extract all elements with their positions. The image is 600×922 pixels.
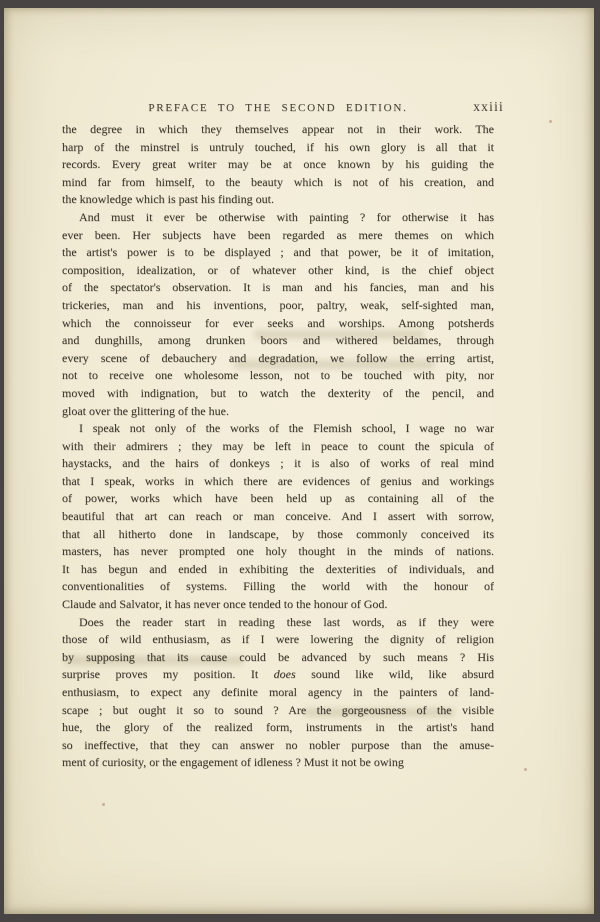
text-line: every scene of debauchery and degradation, we follow the erring artist, — [62, 350, 494, 365]
text-line: that I speak, works in which there are evidences of genius and workings — [62, 473, 494, 488]
paragraph — [62, 614, 494, 772]
text-line: those of wild enthusiasm, as if I were lowering the dignity of religion — [62, 632, 494, 647]
text-line: hue, the glory of the realized form, instruments in the artist's hand — [62, 720, 494, 735]
text-line: that all hitherto done in landscape, by those commonly conceived its — [62, 526, 494, 541]
text-line: trickeries, man and his inventions, poor, paltry, weak, self-sighted man, — [62, 297, 494, 312]
text-line: so ineffective, that they can answer no nobler purpose than the amuse- — [62, 737, 494, 752]
text-line: mind far from himself, to the beauty which is not of his creation, and — [62, 174, 494, 189]
text-line: records. Every great writer may be at once known by his guiding the — [62, 157, 494, 172]
running-title: PREFACE TO THE SECOND EDITION. — [148, 102, 408, 114]
text-line: surprise proves my position. It does sound like wild, like absurd — [62, 667, 494, 682]
text-line: with their admirers ; they may be left in peace to count the spicula of — [62, 438, 494, 453]
text-line: I speak not only of the works of the Flemish school, I wage no war — [79, 421, 494, 436]
text-line: And must it ever be otherwise with painting ? for otherwise it has — [79, 209, 494, 224]
text-line: Does the reader start in reading these last words, as if they were — [79, 614, 494, 629]
text-line: scape ; but ought it so to sound ? Are the gorgeousness of the visible — [62, 702, 494, 717]
text-line: Claude and Salvator, it has never once tended to the honour of God. — [62, 597, 388, 612]
text-line: the artist's power is to be displayed ; and that power, be it of imitation, — [62, 245, 494, 260]
text-line: conventionalities of systems. Filling the world with the honour of — [62, 579, 494, 594]
paragraph — [62, 209, 494, 420]
text-line: of power, works which have been held up as containing all of the — [62, 491, 494, 506]
text-line: moved with indignation, but to watch the dexterity of the pencil, and — [62, 385, 494, 400]
text-line: haystacks, and the hairs of donkeys ; it is also of works of real mind — [62, 456, 494, 471]
text-line: harp of the minstrel is untruly touched, if his own glory is all that it — [62, 139, 494, 154]
text-line: ever been. Her subjects have been regarded as mere themes on which — [62, 227, 494, 242]
paper-page — [4, 8, 594, 914]
text-line: the knowledge which is past his finding out. — [62, 192, 274, 207]
page-number: xxiii — [473, 99, 504, 114]
paragraph — [62, 420, 494, 614]
paper-speck — [524, 768, 527, 771]
text-line: enthusiasm, to expect any definite moral agency in the painters of land- — [62, 685, 494, 699]
paper-speck — [102, 803, 105, 806]
text-body — [62, 121, 494, 772]
text-line: the degree in which they themselves appear not in their work. The — [62, 122, 494, 136]
text-line: which the connoisseur for ever seeks and worships. Among potsherds — [62, 315, 494, 330]
text-line: of the spectator's observation. It is man and his fancies, man and his — [62, 280, 494, 295]
text-line: masters, has never prompted one holy thought in the minds of nations. — [62, 544, 494, 559]
page-header — [62, 99, 504, 120]
text-line: It has begun and ended in exhibiting the dexterities of individuals, and — [62, 561, 494, 576]
text-line: by supposing that its cause could be advanced by such means ? His — [62, 649, 494, 664]
paragraph — [62, 121, 494, 209]
paper-speck — [549, 120, 552, 123]
text-line: gloat over the glittering of the hue. — [62, 403, 229, 418]
text-line: composition, idealization, or of whatever other kind, is the chief object — [62, 262, 494, 277]
text-line: and dunghills, among drunken boors and withered beldames, through — [62, 333, 494, 348]
text-line: ment of curiosity, or the engagement of idleness ? Must it not be owing — [62, 755, 404, 770]
text-line: beautiful that art can reach or man conceive. And I assert with sorrow, — [62, 509, 494, 524]
text-line: not to receive one wholesome lesson, not to be touched with pity, nor — [62, 368, 494, 383]
